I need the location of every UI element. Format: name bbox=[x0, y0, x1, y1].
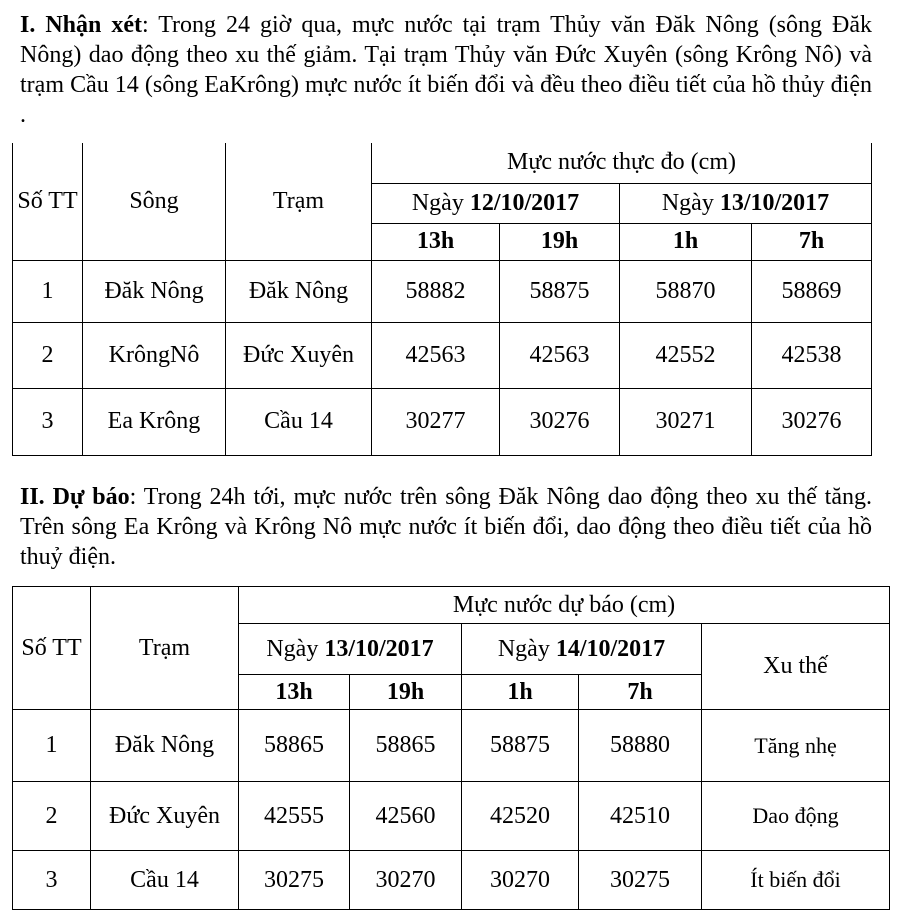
t2-cell-value: 42520 bbox=[462, 782, 579, 851]
t1-cell-value: 30277 bbox=[372, 388, 500, 455]
table-row bbox=[13, 851, 890, 910]
t1-header-stt: Số TT bbox=[13, 143, 83, 260]
t1-hour-cell: 19h bbox=[500, 223, 620, 260]
t1-header-station: Trạm bbox=[226, 143, 372, 260]
t2-cell-value: 58880 bbox=[579, 710, 702, 782]
t2-cell-stt: 1 bbox=[13, 710, 91, 782]
t1-header-group: Mực nước thực đo (cm) bbox=[372, 143, 872, 183]
t2-cell-trend: Tăng nhẹ bbox=[702, 710, 890, 782]
t1-cell-value: 58875 bbox=[500, 260, 620, 322]
t1-cell-station: Cầu 14 bbox=[226, 388, 372, 455]
t1-header-day1: Ngày 12/10/2017 bbox=[372, 183, 620, 223]
t1-cell-value: 58870 bbox=[620, 260, 752, 322]
t1-cell-river: Ea Krông bbox=[83, 388, 226, 455]
t1-cell-value: 30271 bbox=[620, 388, 752, 455]
t1-cell-stt: 3 bbox=[13, 388, 83, 455]
t2-cell-value: 30270 bbox=[350, 851, 462, 910]
t2-cell-station: Đăk Nông bbox=[91, 710, 239, 782]
table-row bbox=[13, 388, 872, 455]
t1-cell-stt: 2 bbox=[13, 322, 83, 388]
t2-cell-value: 58865 bbox=[239, 710, 350, 782]
t2-cell-value: 42560 bbox=[350, 782, 462, 851]
t2-hour-cell: 19h bbox=[350, 675, 462, 710]
t2-header-day1: Ngày 13/10/2017 bbox=[239, 624, 462, 675]
t2-cell-value: 58875 bbox=[462, 710, 579, 782]
t2-cell-trend: Dao động bbox=[702, 782, 890, 851]
t1-cell-value: 42563 bbox=[500, 322, 620, 388]
t2-header-stt: Số TT bbox=[13, 587, 91, 710]
t1-cell-station: Đức Xuyên bbox=[226, 322, 372, 388]
section2-heading: II. Dự báo bbox=[20, 484, 130, 510]
t2-header-group: Mực nước dự báo (cm) bbox=[239, 587, 890, 624]
t1-cell-value: 42563 bbox=[372, 322, 500, 388]
t1-cell-value: 58869 bbox=[752, 260, 872, 322]
t2-cell-stt: 2 bbox=[13, 782, 91, 851]
t2-cell-value: 30275 bbox=[239, 851, 350, 910]
t2-cell-value: 42555 bbox=[239, 782, 350, 851]
t2-cell-value: 58865 bbox=[350, 710, 462, 782]
t1-hour-cell: 13h bbox=[372, 223, 500, 260]
t1-cell-value: 42538 bbox=[752, 322, 872, 388]
t2-cell-value: 30275 bbox=[579, 851, 702, 910]
t2-cell-stt: 3 bbox=[13, 851, 91, 910]
section1-heading: I. Nhận xét bbox=[20, 12, 142, 38]
t2-hour-cell: 7h bbox=[579, 675, 702, 710]
t1-hour-cell: 1h bbox=[620, 223, 752, 260]
t1-header-day2: Ngày 13/10/2017 bbox=[620, 183, 872, 223]
t2-header-day2: Ngày 14/10/2017 bbox=[462, 624, 702, 675]
t2-header-trend: Xu thế bbox=[702, 624, 890, 710]
observed-water-level-table bbox=[12, 143, 872, 456]
section1-paragraph bbox=[20, 10, 872, 130]
table-row bbox=[13, 322, 872, 388]
forecast-water-level-table bbox=[12, 586, 890, 910]
table-row bbox=[13, 782, 890, 851]
t1-cell-river: Đăk Nông bbox=[83, 260, 226, 322]
t1-hour-cell: 7h bbox=[752, 223, 872, 260]
t2-cell-value: 30270 bbox=[462, 851, 579, 910]
t1-cell-value: 42552 bbox=[620, 322, 752, 388]
t1-cell-station: Đăk Nông bbox=[226, 260, 372, 322]
t2-header-station: Trạm bbox=[91, 587, 239, 710]
table-row bbox=[13, 710, 890, 782]
t1-cell-value: 58882 bbox=[372, 260, 500, 322]
section1-text: : Trong 24 giờ qua, mực nước tại trạm Thủy văn Đăk Nông (sông Đăk Nông) dao động theo xu thế giảm. Tại trạm Thủy văn Đức Xuyên (sông Krông Nô) và trạm Cầu 14 (sông EaKrông) mực nước ít biến đổi và đều theo điều tiết của hồ thủy điện . bbox=[20, 12, 872, 128]
t2-hour-cell: 13h bbox=[239, 675, 350, 710]
table-row bbox=[13, 260, 872, 322]
section2-text: : Trong 24h tới, mực nước trên sông Đăk Nông dao động theo xu thế tăng. Trên sông Ea Krông và Krông Nô mực nước ít biến đổi, dao động theo điều tiết của hồ thuỷ điện. bbox=[20, 484, 872, 570]
t1-cell-value: 30276 bbox=[500, 388, 620, 455]
t2-cell-station: Đức Xuyên bbox=[91, 782, 239, 851]
t2-cell-trend: Ít biến đổi bbox=[702, 851, 890, 910]
t2-cell-station: Cầu 14 bbox=[91, 851, 239, 910]
t1-cell-river: KrôngNô bbox=[83, 322, 226, 388]
t1-cell-stt: 1 bbox=[13, 260, 83, 322]
t2-cell-value: 42510 bbox=[579, 782, 702, 851]
t1-cell-value: 30276 bbox=[752, 388, 872, 455]
t1-header-river: Sông bbox=[83, 143, 226, 260]
t2-hour-cell: 1h bbox=[462, 675, 579, 710]
section2-paragraph bbox=[20, 482, 872, 572]
